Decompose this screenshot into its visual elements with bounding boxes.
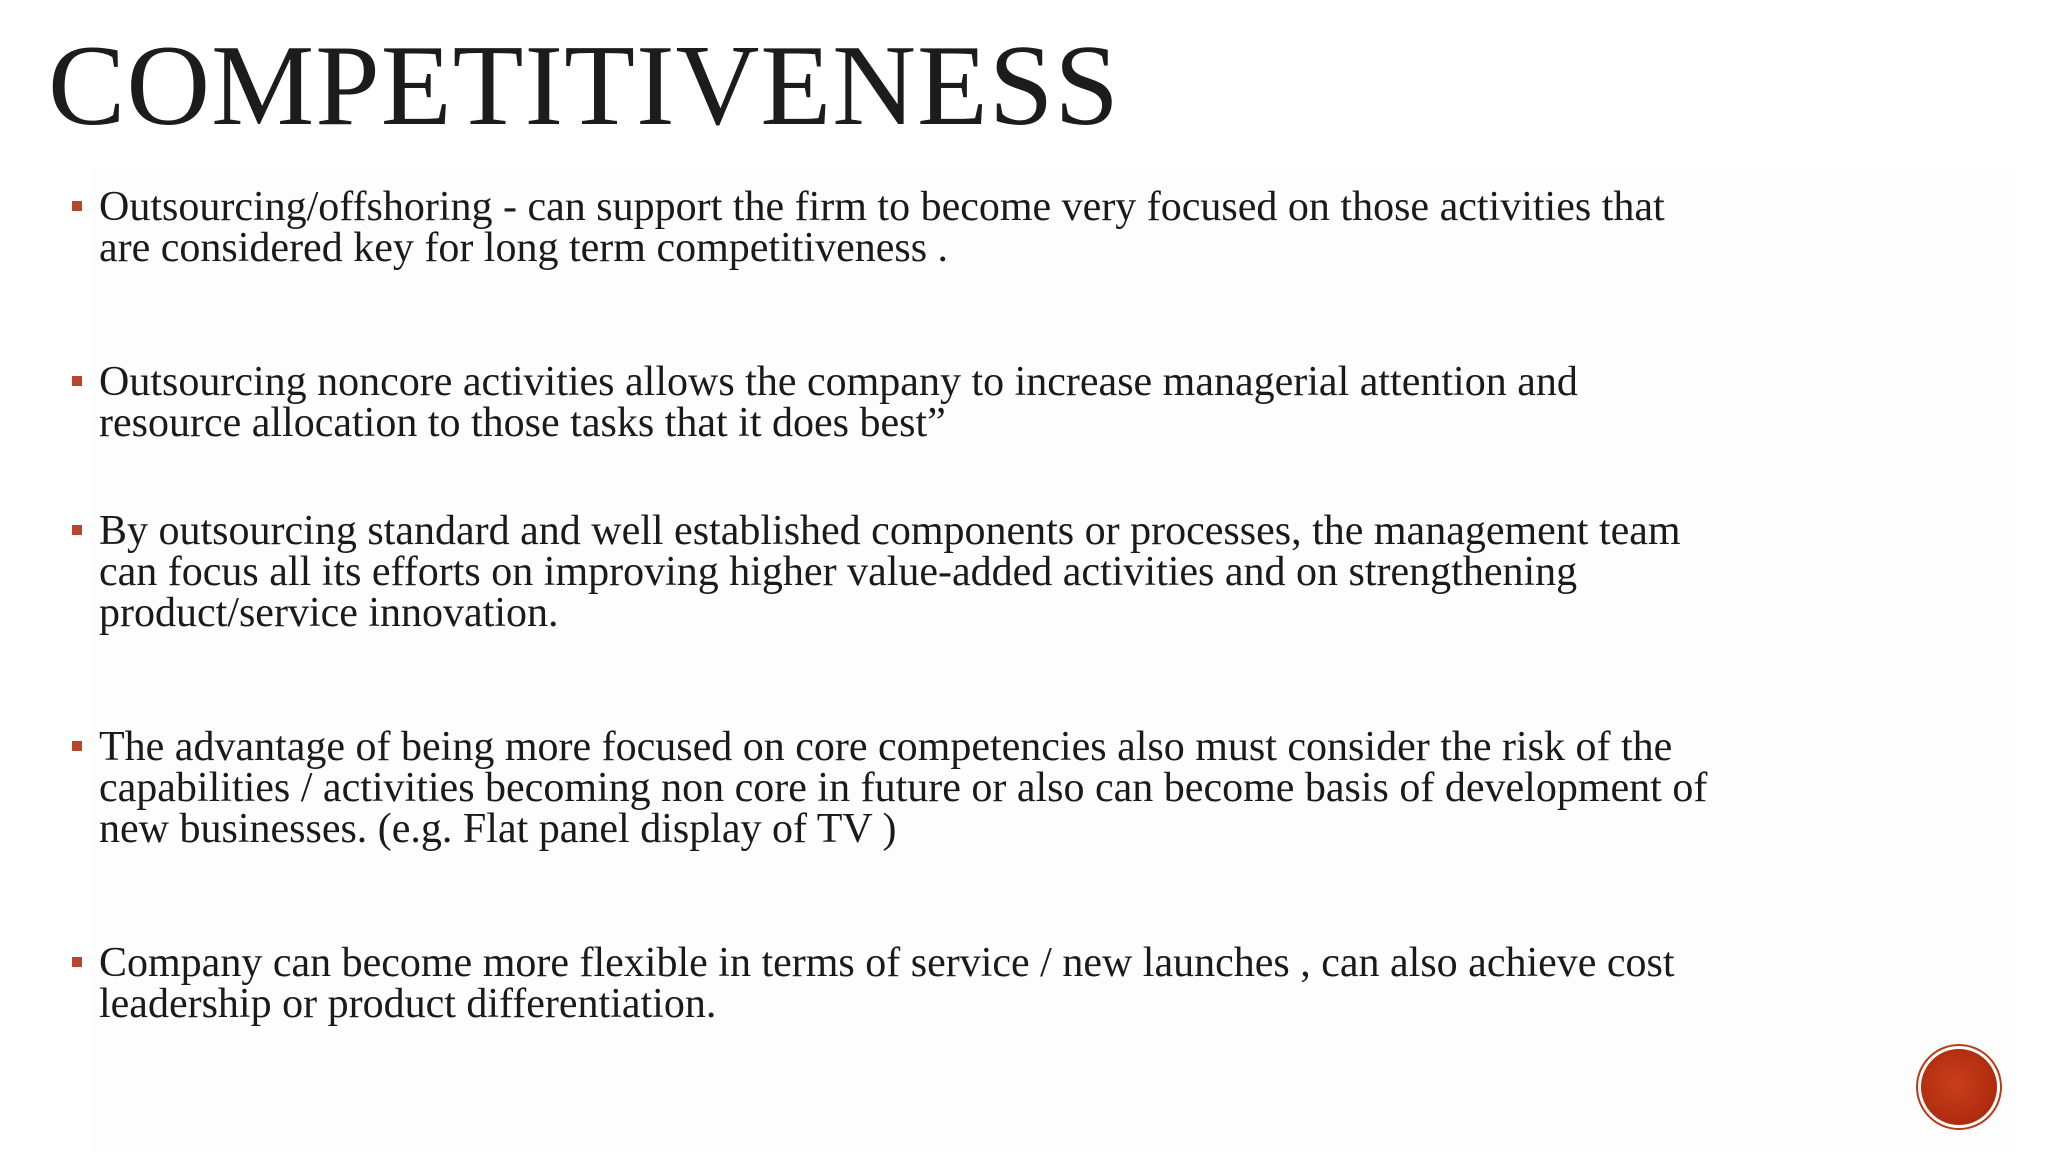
square-bullet-icon <box>72 741 82 751</box>
square-bullet-icon <box>72 525 82 535</box>
bullet-text: The advantage of being more focused on core competencies also must consider the risk of the capabilities / activities becoming non core in future or also can become basis of development of new businesses. (e.g. Flat panel display of TV ) <box>99 724 1708 852</box>
bullet-text: Outsourcing/offshoring - can support the firm to become very focused on those activities that are considered key for long term competitiveness . <box>99 184 1665 271</box>
square-bullet-icon <box>72 957 82 967</box>
bullet-text: By outsourcing standard and well established components or processes, the management team can focus all its efforts on improving higher value-added activities and on strengthening product/service innovation. <box>99 508 1681 636</box>
square-bullet-icon <box>72 376 82 386</box>
bullet-text: Outsourcing noncore activities allows the company to increase managerial attention and resource allocation to those tasks that it does best” <box>99 359 1578 446</box>
bullet-text: Company can become more flexible in terms of service / new launches , can also achieve cost leadership or product differentiation. <box>99 940 1675 1027</box>
square-bullet-icon <box>72 201 82 211</box>
circle-nav-icon[interactable] <box>1921 1049 1997 1125</box>
slide-title: COMPETITIVENESS <box>48 22 1120 150</box>
